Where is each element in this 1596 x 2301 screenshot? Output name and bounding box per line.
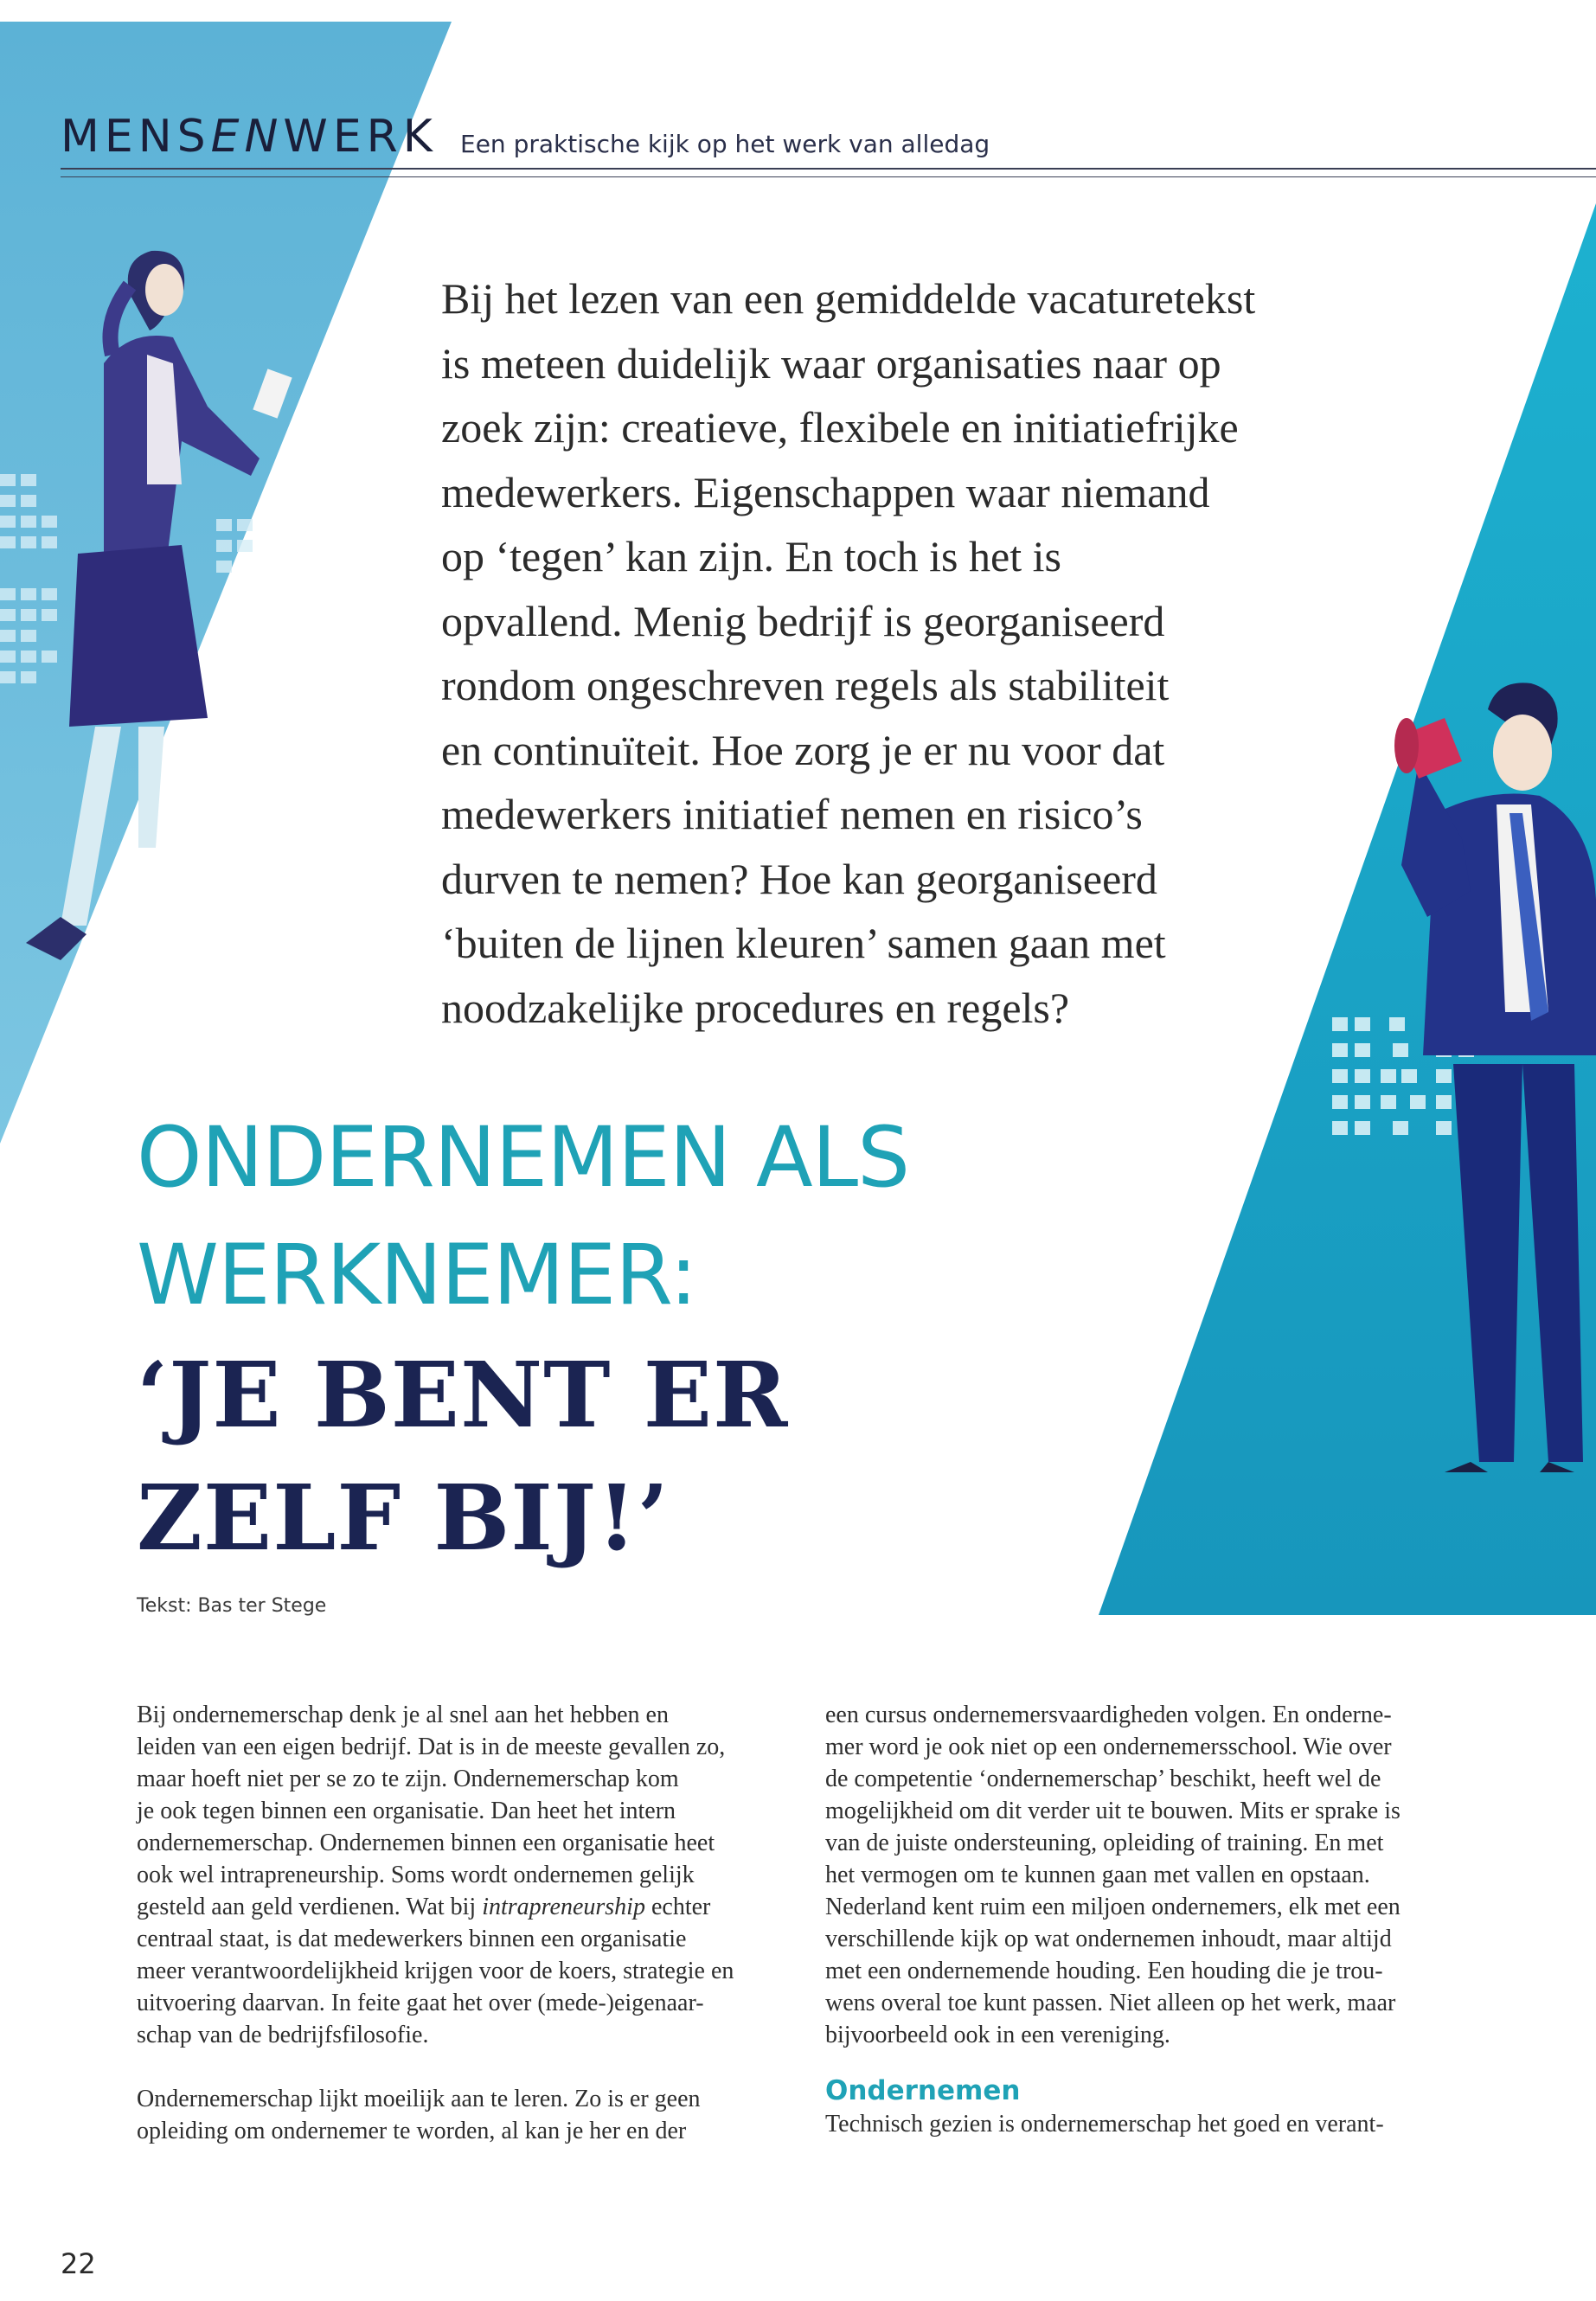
body-line: Ondernemerschap lijkt moeilijk aan te leren. Zo is er geen — [137, 2086, 701, 2112]
title-line-4: ZELF BIJ!’ — [137, 1465, 670, 1571]
title-line-2: WERKNEMER: — [137, 1227, 697, 1324]
page-number: 22 — [61, 2247, 96, 2280]
intro-paragraph — [441, 266, 1298, 1040]
section-tagline: Een praktische kijk op het werk van alledag — [460, 130, 990, 158]
body-column-1 — [137, 1699, 777, 2147]
body-line: uitvoering daarvan. In feite gaat het over (mede-)eigenaar- — [137, 1990, 704, 2016]
header-rule-bottom — [61, 176, 1596, 177]
body-line: opleiding om ondernemer te worden, al kan je her en der — [137, 2118, 687, 2144]
body-line: de competentie ‘ondernemerschap’ beschikt, heeft wel de — [825, 1766, 1381, 1792]
body-text: echter — [644, 1894, 711, 1920]
intro-line: op ‘tegen’ kan zijn. En toch is het is — [441, 532, 1061, 580]
body-line: Nederland kent ruim een miljoen ondernemers, elk met een — [825, 1894, 1401, 1920]
body-line: verschillende kijk op wat ondernemen inhoudt, maar altijd — [825, 1926, 1392, 1952]
magazine-header — [61, 111, 1596, 173]
intro-line: noodzakelijke procedures en regels? — [441, 983, 1070, 1032]
body-line: van de juiste ondersteuning, opleiding of training. En met — [825, 1830, 1384, 1856]
section-brand — [61, 111, 438, 163]
body-line: Bij ondernemerschap denk je al snel aan het hebben en — [137, 1702, 669, 1728]
intro-line: medewerkers initiatief nemen en risico’s — [441, 790, 1143, 838]
article-title — [137, 1099, 1002, 1580]
brand-part-en: EN — [210, 111, 284, 163]
body-line: maar hoeft niet per se zo te zijn. Ondernemerschap kom — [137, 1766, 679, 1792]
body-line: het vermogen om te kunnen gaan met vallen en opstaan. — [825, 1862, 1370, 1888]
body-line: mer word je ook niet op een ondernemersschool. Wie over — [825, 1734, 1392, 1760]
intro-line: en continuïteit. Hoe zorg je er nu voor dat — [441, 725, 1165, 774]
body-line: schap van de bedrijfsfilosofie. — [137, 2022, 429, 2048]
body-line: een cursus ondernemersvaardigheden volgen. En onderne- — [825, 1702, 1392, 1728]
intro-line: ‘buiten de lijnen kleuren’ samen gaan met — [441, 919, 1166, 967]
header-rule-top — [61, 168, 1596, 170]
body-text: gesteld aan geld verdienen. Wat bij — [137, 1894, 483, 1920]
body-column-2 — [825, 1699, 1465, 2140]
intro-line: opvallend. Menig bedrijf is georganiseerd — [441, 596, 1165, 645]
body-line: leiden van een eigen bedrijf. Dat is in de meeste gevallen zo, — [137, 1734, 726, 1760]
intro-line: is meteen duidelijk waar organisaties naar op — [441, 338, 1221, 388]
left-panel-illustration — [0, 22, 452, 1144]
body-line: ook wel intrapreneurship. Soms wordt ondernemen gelijk — [137, 1862, 695, 1888]
intro-line: durven te nemen? Hoe kan georganiseerd — [441, 854, 1157, 903]
brand-part-werk: WERK — [283, 111, 438, 163]
body-text-italic: intrapreneurship — [482, 1894, 645, 1920]
author-byline: Tekst: Bas ter Stege — [137, 1595, 327, 1617]
paragraph-gap — [137, 2051, 777, 2083]
body-line: wens overal toe kunt passen. Niet alleen op het werk, maar — [825, 1990, 1396, 2016]
title-line-1: ONDERNEMEN ALS — [137, 1109, 910, 1206]
intro-line: zoek zijn: creatieve, flexibele en initiatiefrijke — [441, 403, 1239, 452]
intro-line: rondom ongeschreven regels als stabiliteit — [441, 661, 1170, 709]
body-line: meer verantwoordelijkheid krijgen voor de koers, strategie en — [137, 1958, 734, 1984]
intro-line: medewerkers. Eigenschappen waar niemand — [441, 467, 1210, 516]
title-line-3: ‘JE BENT ER — [137, 1342, 789, 1448]
body-line: ondernemerschap. Ondernemen binnen een organisatie heet — [137, 1830, 715, 1856]
body-line: Technisch gezien is ondernemerschap het goed en verant- — [825, 2111, 1384, 2138]
body-line: bijvoorbeeld ook in een vereniging. — [825, 2022, 1170, 2048]
body-line: je ook tegen binnen een organisatie. Dan heet het intern — [137, 1798, 676, 1824]
section-subheading: Ondernemen — [825, 2075, 1021, 2106]
body-line: met een ondernemende houding. Een houding die je trou- — [825, 1958, 1383, 1984]
brand-part-mens: MENS — [61, 111, 211, 163]
body-line: centraal staat, is dat medewerkers binnen een organisatie — [137, 1926, 687, 1952]
body-line: mogelijkheid om dit verder uit te bouwen. Mits er sprake is — [825, 1798, 1401, 1824]
intro-line: Bij het lezen van een gemiddelde vacaturetekst — [441, 274, 1256, 323]
body-line — [137, 1891, 777, 1923]
